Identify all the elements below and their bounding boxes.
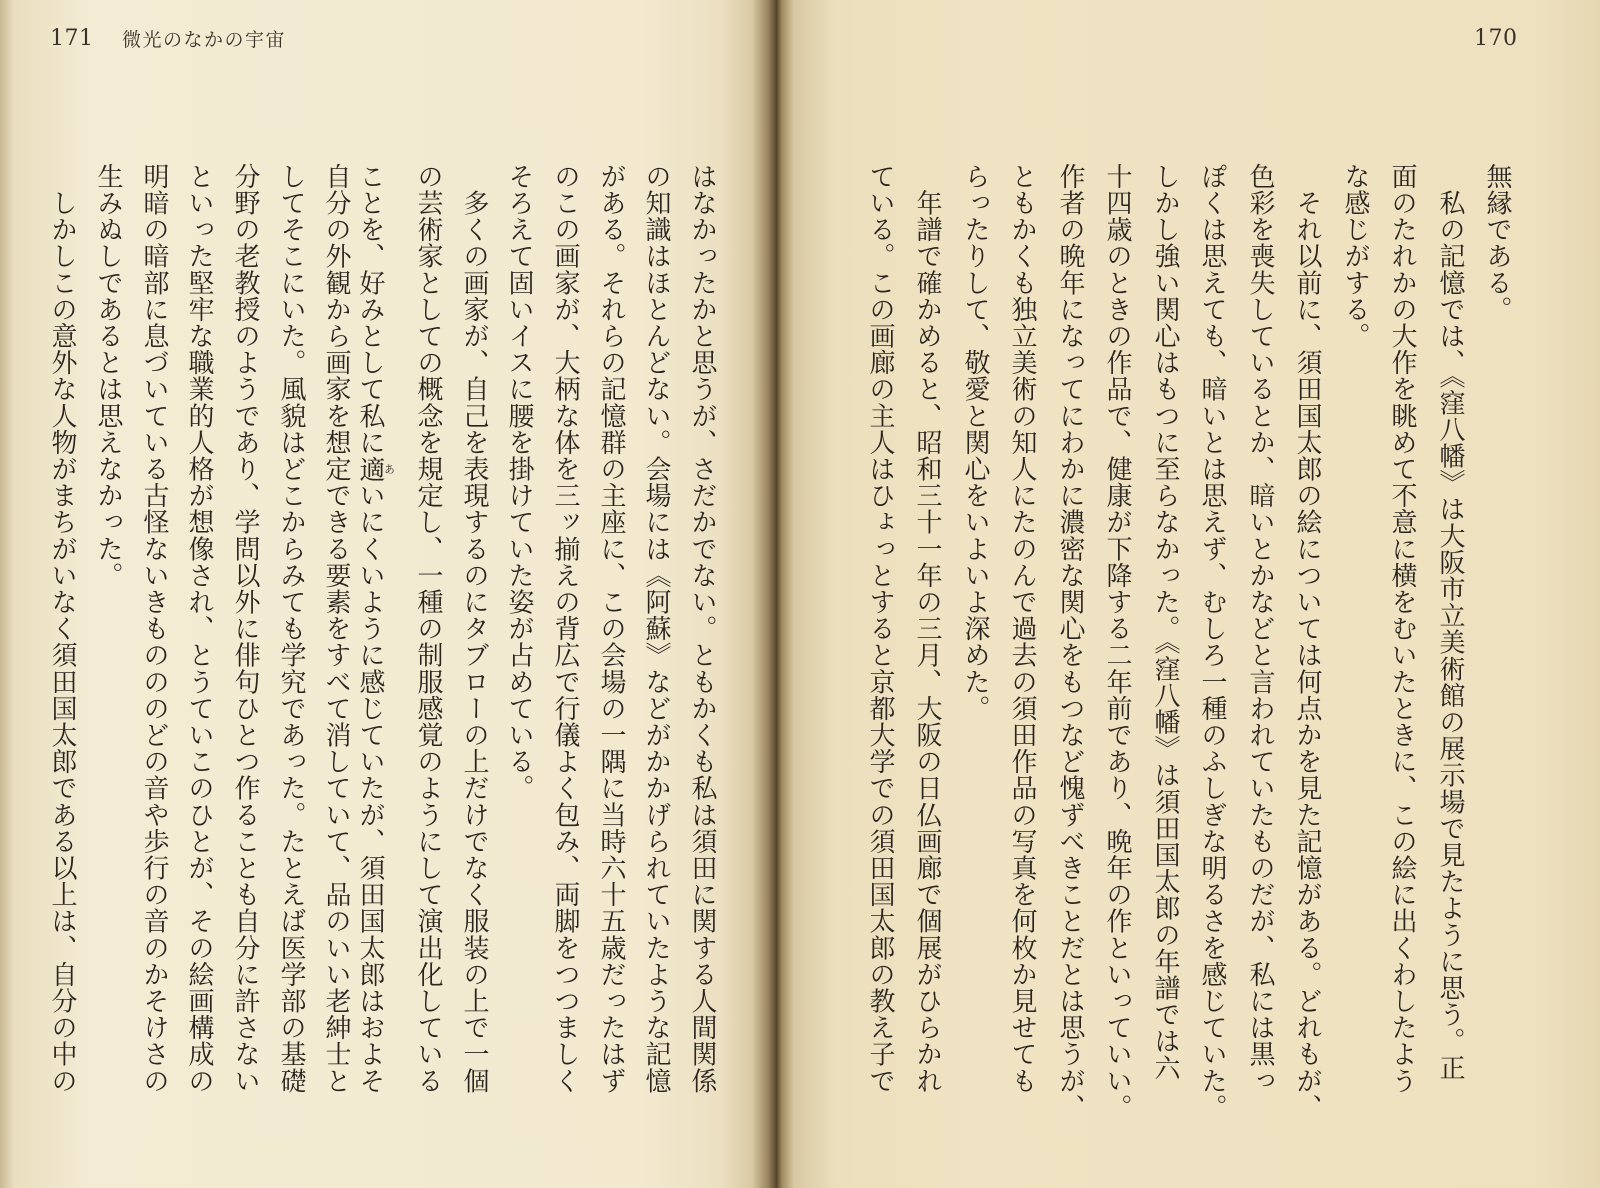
text-column: がある。それらの記憶群の主座に、この会場の一隅に当時六十五歳だったはず	[596, 163, 626, 1094]
text-column: 生みぬしであるとは思えなかった。	[93, 163, 123, 589]
page-number: 170	[1474, 26, 1518, 51]
text-column: ともかくも独立美術の知人にたのんで過去の須田作品の写真を何枚か見せても	[1007, 163, 1037, 1094]
text-column: 年譜で確かめると、昭和三十一年の三月、大阪の日仏画廊で個展がひらかれ	[912, 163, 942, 1094]
text-column: はなかったかと思うが、さだかでない。ともかくも私は須田に関する人間関係	[687, 163, 717, 1094]
text-column: 作者の晩年になってにわかに濃密な関心をもつなど愧ずべきことだとは思うが、	[1055, 163, 1085, 1121]
furigana: あ	[382, 455, 396, 483]
text-column: の芸術家としての概念を規定し、一種の制服感覚のようにして演出化している	[413, 163, 443, 1094]
text-segment: ことを、好みとして私に	[355, 163, 385, 456]
text-column: といった堅牢な職業的人格が想像され、とうていこのひとが、その絵画構成の	[184, 163, 214, 1094]
ruby-annotated-character	[355, 455, 396, 483]
text-column: それ以前に、須田国太郎の絵については何点かを見た記憶がある。どれもが、	[1292, 163, 1322, 1121]
text-column: 私の記憶では、《窪八幡》は大阪市立美術館の展示場で見たように思う。正	[1435, 163, 1465, 1081]
text-column: しかし強い関心はもつに至らなかった。《窪八幡》は須田国太郎の年譜では六	[1150, 163, 1180, 1081]
text-column: してそこにいた。風貌はどこからみても学究であった。たとえば医学部の基礎	[276, 163, 306, 1094]
text-segment: いにくいように感じていたが、須田国太郎はおよそ	[355, 482, 385, 1095]
ruby-base: 適	[355, 455, 385, 483]
text-column: 明暗の暗部に息づいている古怪ないきものののどの音や歩行の音のかそけさの	[139, 163, 169, 1094]
text-column: 自分の外観から画家を想定できる要素をすべて消していて、品のいい老紳士と	[321, 163, 351, 1094]
page-number: 171	[50, 26, 94, 51]
right-page	[776, 0, 1600, 1188]
text-column: な感じがする。	[1340, 163, 1370, 350]
text-column: 分野の老教授のようであり、学問以外に俳句ひとつ作ることも自分に許さない	[230, 163, 260, 1094]
text-column: しかしこの意外な人物がまちがいなく須田国太郎である以上は、自分の中の	[47, 163, 77, 1094]
text-column	[355, 163, 396, 1095]
text-column: のこの画家が、大柄な体を三ッ揃えの背広で行儀よく包み、両脚をつつましく	[550, 163, 580, 1094]
text-column: 面のたれかの大作を眺めて不意に横をむいたときに、この絵に出くわしたよう	[1387, 163, 1417, 1094]
text-column: の知識はほとんどない。会場には《阿蘇》などがかかげられていたような記憶	[641, 163, 671, 1094]
text-column: 無縁である。	[1482, 163, 1512, 323]
text-column: 色彩を喪失しているとか、暗いとかなどと言われていたものだが、私には黒っ	[1245, 163, 1275, 1094]
text-column: ぽくは思えても、暗いとは思えず、むしろ一種のふしぎな明るさを感じていた。	[1197, 163, 1227, 1121]
text-column: 多くの画家が、自己を表現するのにタブローの上だけでなく服装の上で一個	[459, 163, 489, 1094]
text-column: ている。この画廊の主人はひょっとすると京都大学での須田国太郎の教え子で	[865, 163, 895, 1094]
text-column: そろえて固いイスに腰を掛けていた姿が占めている。	[504, 163, 534, 802]
text-column: 十四歳のときの作品で、健康が下降する二年前であり、晩年の作といっていい。	[1102, 163, 1132, 1121]
left-page	[0, 0, 776, 1188]
text-column: らったりして、敬愛と関心をいよいよ深めた。	[960, 163, 990, 722]
running-head: 微光のなかの宇宙	[122, 29, 287, 51]
